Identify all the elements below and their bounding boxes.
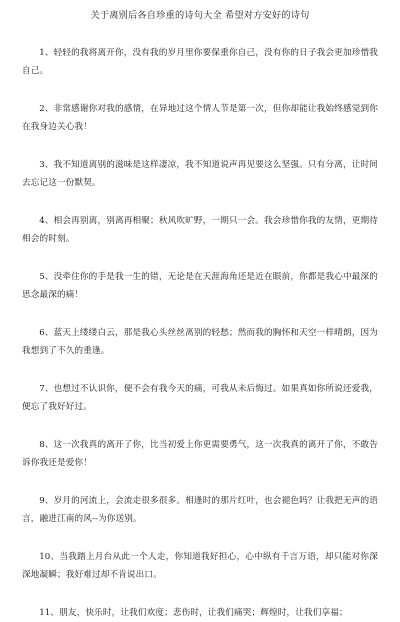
document-title: 关于离别后各自珍重的诗句大全 希望对方安好的诗句 (90, 10, 310, 21)
poem-entry: 2、非常感谢你对我的感情，在异地过这个情人节是第一次，但你却能让我始终感觉到你在我身边关心我！ (22, 104, 378, 132)
poem-entry: 3、我不知道离别的滋味是这样凄凉，我不知道说声再见要这么坚强。只有分离，让时间去忘记这一份默契。 (22, 160, 378, 188)
poem-entry: 4、相会再别离，别离再相聚；秋风吹旷野，一期只一会。我会珍惜你我的友情，更期待相会的时刻。 (22, 216, 378, 244)
poem-entry: 1、轻轻的我将离开你，没有我的岁月里你要保重你自己，没有你的日子我会更加珍惜我自己。 (22, 48, 378, 76)
poem-list (22, 44, 378, 622)
poem-entry: 5、没牵住你的手是我一生的错，无论是在天涯海角还是近在眼前，你都是我心中最深的思念最深的痛！ (22, 272, 378, 300)
poem-entry: 9、岁月的河流上，会流走很多很多。相逢时的那片红叶，也会褪色吗？让我把无声的语言，融进江南的风--为你送别。 (22, 496, 378, 524)
poem-entry: 8、这一次我真的离开了你，比当初爱上你更需要勇气，这一次我真的离开了你，不敢告诉你我还是爱你！ (22, 440, 378, 468)
poem-entry: 11、朋友，快乐时，让我们欢度；悲伤时，让我们痛哭；辉煌时，让我们享福； (39, 608, 348, 618)
poem-entry: 10、当我踏上月台从此一个人走，你知道我好担心，心中纵有千言万语，却只能对你深深地凝瞬；我好难过却不肯说出口。 (22, 552, 378, 580)
poem-entry: 7、也想过不认识你，便不会有我今天的痛，可我从未后悔过。如果真如你所说还爱我，便忘了我好好过。 (22, 384, 378, 412)
poem-entry: 6、蓝天上缕缕白云，那是我心头丝丝离别的轻愁；然而我的胸怀和天空一样晴朗，因为我想到了不久的重逢。 (22, 328, 378, 356)
